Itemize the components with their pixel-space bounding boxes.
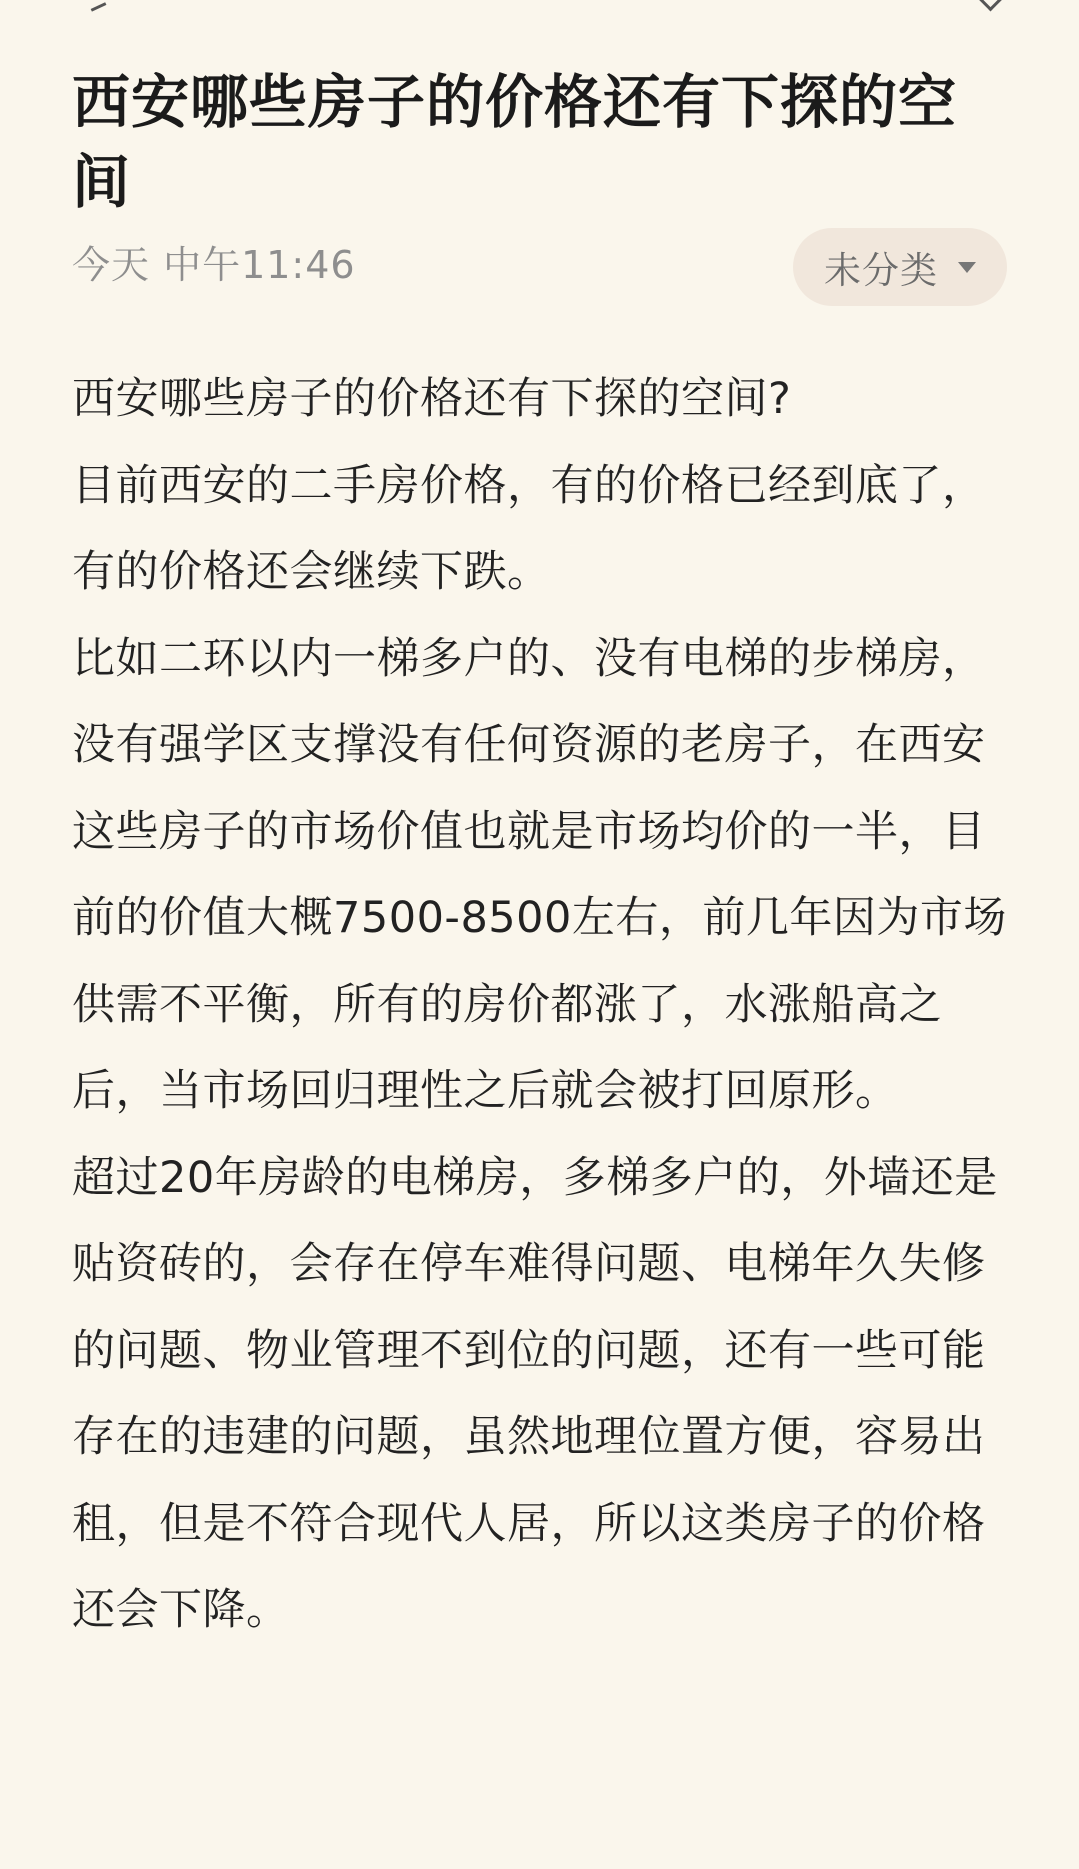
note-paragraph: 目前西安的二手房价格，有的价格已经到底了，有的价格还会继续下跌。 bbox=[72, 460, 986, 597]
category-selector[interactable] bbox=[793, 228, 1007, 306]
top-bar bbox=[0, 0, 1079, 14]
category-label: 未分类 bbox=[824, 249, 938, 292]
chevron-down-icon[interactable] bbox=[976, 0, 1006, 11]
note-meta bbox=[72, 228, 1007, 308]
note-timestamp: 今天 中午11:46 bbox=[72, 243, 356, 287]
note-body[interactable] bbox=[72, 356, 1007, 1654]
caret-down-icon bbox=[958, 262, 976, 273]
note-paragraph: 西安哪些房子的价格还有下探的空间? bbox=[72, 374, 792, 424]
note-paragraph: 超过20年房龄的电梯房，多梯多户的，外墙还是贴资砖的，会存在停车难得问题、电梯年久失修的问题、物业管理不到位的问题，还有一些可能存在的违建的问题，虽然地理位置方便，容易出租，但是不符合现代人居，所以这类房子的价格还会下降。 bbox=[72, 1152, 998, 1635]
chevron-left-icon[interactable] bbox=[86, 0, 107, 12]
note-title[interactable]: 西安哪些房子的价格还有下探的空间 bbox=[72, 68, 958, 216]
note-paragraph: 比如二环以内一梯多户的、没有电梯的步梯房，没有强学区支撑没有任何资源的老房子，在西安这些房子的市场价值也就是市场均价的一半，目前的价值大概7500-8500左右，前几年因为市场供需不平衡，所有的房价都涨了，水涨船高之后，当市场回归理性之后就会被打回原形。 bbox=[72, 633, 1007, 1116]
